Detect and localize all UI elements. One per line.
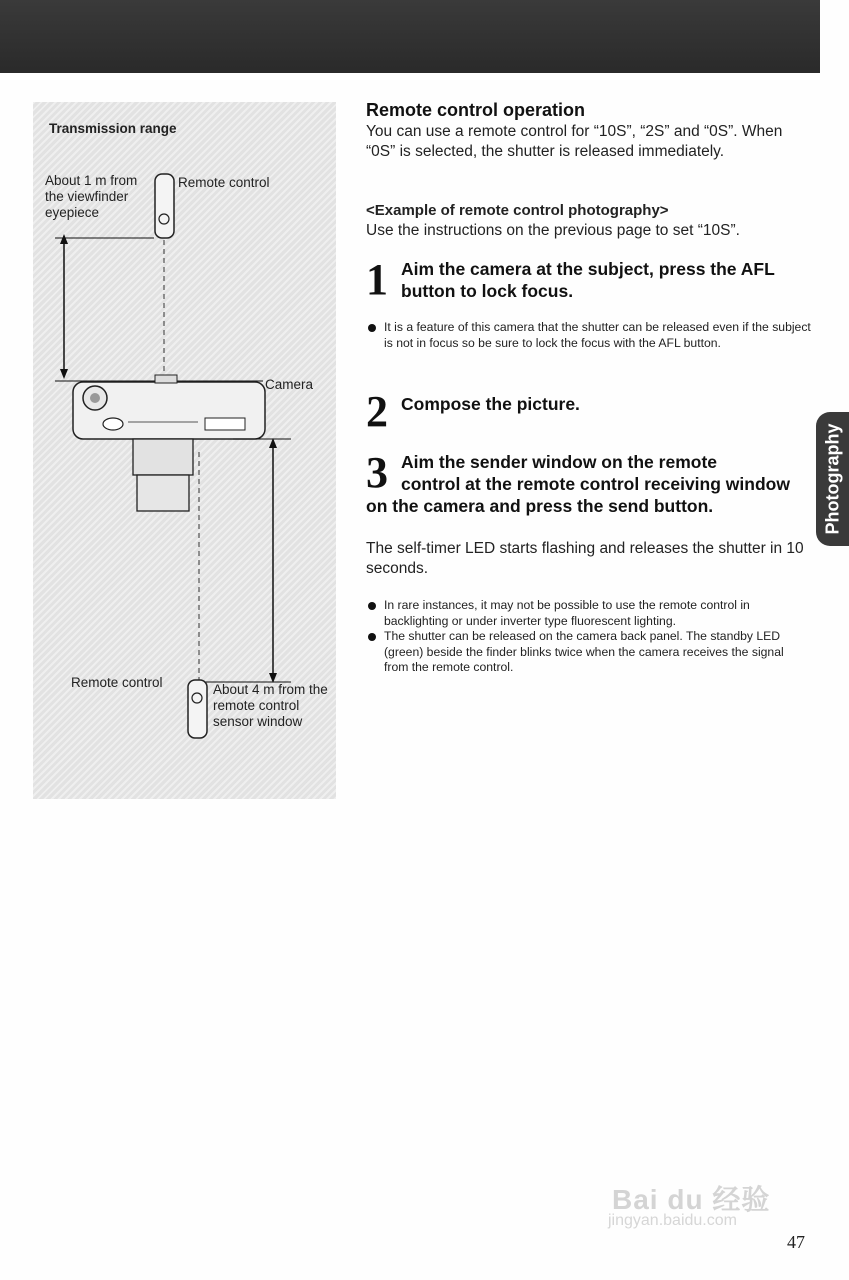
remote-control-bottom-icon bbox=[188, 680, 207, 738]
step-number: 3 bbox=[366, 448, 388, 497]
page-number: 47 bbox=[787, 1232, 805, 1252]
section-title: Remote control operation bbox=[366, 100, 586, 120]
far-distance-label: About 4 m from the remote control sensor window bbox=[213, 682, 328, 729]
section-tab bbox=[816, 412, 849, 546]
step-number: 1 bbox=[366, 255, 388, 304]
step-heading: Compose the picture. bbox=[401, 394, 580, 414]
list-item: In rare instances, it may not be possible to use the remote control in backlighting or under inverter type fluorescent lighting. bbox=[366, 598, 811, 629]
camera-label: Camera bbox=[265, 377, 314, 392]
remote-control-label-bottom: Remote control bbox=[71, 675, 163, 690]
list-item: The shutter can be released on the camera back panel. The standby LED (green) beside the finder blinks twice when the camera receives the signal from the remote control. bbox=[366, 629, 811, 676]
step-heading: Aim the camera at the subject, press the AFL button to lock focus. bbox=[401, 259, 775, 301]
step-number: 2 bbox=[366, 387, 388, 436]
section-tab-label: Photography bbox=[822, 423, 842, 535]
intro-paragraph: You can use a remote control for “10S”, “2S” and “0S”. When “0S” is selected, the shutter is released immediately. bbox=[366, 123, 783, 160]
near-distance-label: About 1 m from the viewfinder eyepiece bbox=[45, 173, 138, 220]
figure-title: Transmission range bbox=[49, 121, 177, 136]
step-3-heading-continued: control at the remote control receiving window on the camera and press the send button. bbox=[366, 474, 790, 516]
step-3-body: The self-timer LED starts flashing and releases the shutter in 10 seconds. bbox=[366, 540, 804, 577]
remote-control-top-icon bbox=[155, 174, 174, 238]
step-3-notes bbox=[366, 598, 811, 676]
example-title: <Example of remote control photography> bbox=[366, 202, 669, 219]
watermark-brand: Bai du 经验 bbox=[612, 1184, 771, 1215]
header-bar bbox=[0, 0, 820, 73]
watermark bbox=[590, 1160, 800, 1230]
watermark-url: jingyan.baidu.com bbox=[608, 1212, 737, 1229]
example-text: Use the instructions on the previous page to set “10S”. bbox=[366, 222, 740, 239]
step-1-notes bbox=[366, 320, 811, 351]
transmission-range-figure bbox=[33, 102, 336, 799]
remote-control-label-top: Remote control bbox=[178, 175, 270, 190]
camera-icon bbox=[73, 375, 265, 511]
step-heading: Aim the sender window on the remote bbox=[401, 452, 718, 472]
list-item: It is a feature of this camera that the shutter can be released even if the subject is not in focus so be sure to lock the focus with the AFL button. bbox=[366, 320, 811, 351]
